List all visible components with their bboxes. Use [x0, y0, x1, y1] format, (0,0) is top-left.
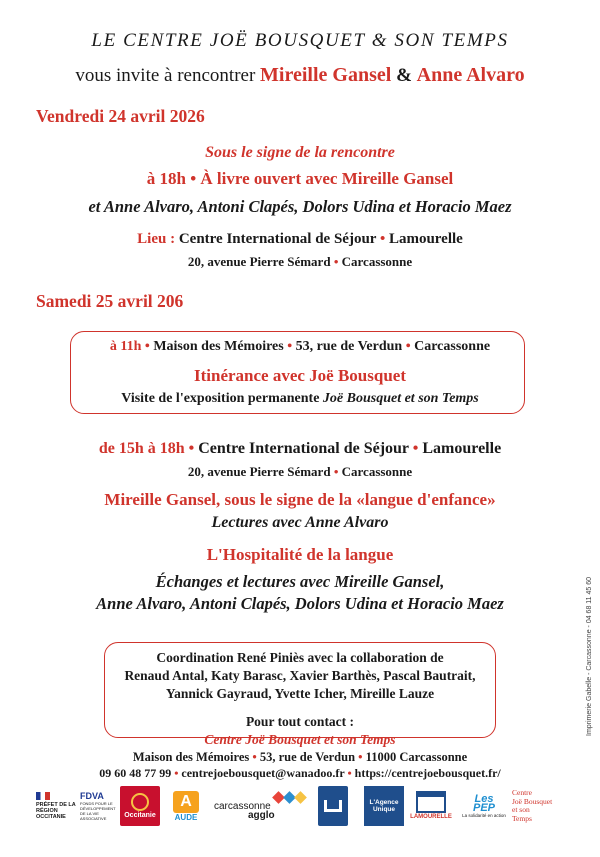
bullet: • — [174, 766, 179, 780]
bullet: • — [405, 339, 411, 354]
pep-text: Les PEP — [472, 792, 495, 814]
day1-address — [0, 254, 600, 270]
contact-website[interactable]: https://centrejoebousquet.fr/ — [354, 766, 501, 780]
city-logo — [318, 786, 348, 826]
agglo-text: agglo — [248, 809, 275, 821]
occitanie-text: Occitanie — [124, 811, 156, 819]
day1-participants: et Anne Alvaro, Antoni Clapés, Dolors Udina et Horacio Maez — [88, 197, 512, 216]
morning-desc-italic: Joë Bousquet et son Temps — [322, 391, 479, 406]
building-icon — [416, 791, 446, 813]
date-heading-1: Vendredi 24 avril 2026 — [36, 106, 205, 126]
day1-street: 20, avenue Pierre Sémard — [187, 254, 331, 269]
aude-icon: A — [173, 791, 199, 813]
bullet: • — [252, 750, 257, 764]
afternoon-street: 20, avenue Pierre Sémard — [187, 464, 331, 479]
morning-desc-prefix: Visite de l'exposition permanente — [121, 391, 320, 406]
coordination-line-1: Coordination René Piniès avec la collaboration de — [156, 650, 444, 665]
morning-city: Carcassonne — [414, 339, 491, 354]
pep-logo — [462, 786, 506, 826]
day1-venue-line — [0, 231, 600, 248]
bullet: • — [144, 339, 150, 354]
day1-city: Carcassonne — [341, 254, 413, 269]
afternoon-city: Carcassonne — [341, 464, 413, 479]
centre-bousquet-logo — [512, 786, 572, 826]
contact-city: 11000 Carcassonne — [365, 750, 468, 764]
day1-venue: Centre International de Séjour — [178, 231, 377, 247]
contact-org: Centre Joë Bousquet et son Temps — [204, 732, 396, 747]
carcassonne-text: carcassonne — [214, 800, 271, 812]
contact-label: Pour tout contact : — [245, 714, 355, 729]
ampersand: & — [396, 65, 412, 86]
invite-line — [0, 64, 600, 87]
aude-text: AUDE — [174, 812, 198, 822]
morning-time: à 11h — [109, 339, 142, 354]
prefet-text: PRÉFET DE LA RÉGION OCCITANIE — [36, 802, 76, 820]
lieu-label: Lieu : — [137, 231, 176, 247]
morning-event-description — [0, 391, 600, 407]
printer-credit: Imprimerie Gabelle - Carcassonne - 04 68 11 45 60 — [586, 576, 593, 736]
contact-address — [0, 750, 600, 765]
morning-street: 53, rue de Verdun — [295, 339, 403, 354]
guest-name-2: Anne Alvaro — [416, 64, 525, 86]
aude-logo — [168, 786, 204, 826]
lamourelle-logo — [410, 786, 452, 826]
bullet: • — [412, 440, 419, 457]
bullet: • — [333, 464, 339, 479]
bullet: • — [358, 750, 363, 764]
bullet: • — [333, 254, 339, 269]
afternoon-event-line — [0, 440, 600, 458]
header-title: LE CENTRE JOË BOUSQUET & SON TEMPS — [91, 30, 509, 51]
contact-place: Maison des Mémoires — [132, 750, 250, 764]
prefet-logo — [36, 786, 80, 826]
morning-event-line — [0, 339, 600, 355]
afternoon-exchanges-line-2: Anne Alvaro, Antoni Clapés, Dolors Udina et Horacio Maez — [96, 594, 504, 613]
coordination-line-2: Renaud Antal, Katy Barasc, Xavier Barthès, Pascal Bautrait, — [124, 668, 476, 683]
flag-icon — [36, 792, 50, 800]
bullet: • — [347, 766, 352, 780]
date-heading-2: Samedi 25 avril 206 — [36, 291, 184, 311]
centre-logo-line-1: Centre — [512, 788, 532, 797]
contact-phone: 09 60 48 77 99 — [99, 766, 172, 780]
day1-event-title: À livre ouvert avec Mireille Gansel — [200, 169, 454, 188]
contact-street: 53, rue de Verdun — [259, 750, 356, 764]
bullet: • — [188, 440, 195, 457]
afternoon-exchanges-line-1: Échanges et lectures avec Mireille Gansel, — [155, 572, 445, 591]
bullet: • — [190, 169, 197, 188]
bullet: • — [379, 231, 386, 247]
diamond-icon — [274, 793, 305, 802]
invite-prefix: vous invite à rencontrer — [75, 65, 256, 86]
bullet: • — [287, 339, 293, 354]
day1-subtitle: Sous le signe de la rencontre — [205, 144, 395, 161]
castle-icon — [324, 800, 342, 812]
day1-event-line — [0, 169, 600, 189]
morning-place: Maison des Mémoires — [153, 339, 284, 354]
carcassonne-agglo-logo — [214, 786, 306, 826]
centre-logo-line-2: Joë Bousquet — [512, 796, 553, 806]
fdva-text: FDVA — [80, 790, 104, 801]
afternoon-lectures: Lectures avec Anne Alvaro — [211, 514, 389, 531]
lamourelle-text: LAMOURELLE — [410, 813, 452, 820]
morning-event-title: Itinérance avec Joë Bousquet — [193, 366, 406, 385]
afternoon-venue-part: Lamourelle — [422, 440, 502, 457]
pep-sub: La solidarité en action — [462, 812, 506, 818]
afternoon-time: de 15h à 18h — [98, 440, 185, 457]
agence-unique-logo — [364, 786, 404, 826]
guest-name-1: Mireille Gansel — [260, 64, 392, 86]
coordination-line-3: Yannick Gayraud, Yvette Icher, Mireille Lauze — [165, 686, 435, 701]
contact-details — [0, 766, 600, 781]
day1-venue-part: Lamourelle — [388, 231, 463, 247]
afternoon-venue: Centre International de Séjour — [198, 440, 409, 457]
cross-icon — [131, 793, 149, 811]
fdva-sub: FONDS POUR LE DÉVELOPPEMENT DE LA VIE ASSOCIATIVE — [80, 800, 116, 821]
fdva-logo — [80, 786, 118, 826]
day1-time: à 18h — [146, 169, 186, 188]
afternoon-title-1: Mireille Gansel, sous le signe de la «langue d'enfance» — [104, 490, 496, 509]
afternoon-title-2: L'Hospitalité de la langue — [206, 545, 394, 564]
contact-email[interactable]: centrejoebousquet@wanadoo.fr — [181, 766, 345, 780]
afternoon-address — [0, 464, 600, 480]
agence-text: L'Agence Unique — [369, 799, 399, 813]
centre-logo-line-4: Temps — [512, 813, 532, 823]
occitanie-logo — [120, 786, 160, 826]
centre-logo-line-3: et son — [512, 805, 530, 814]
